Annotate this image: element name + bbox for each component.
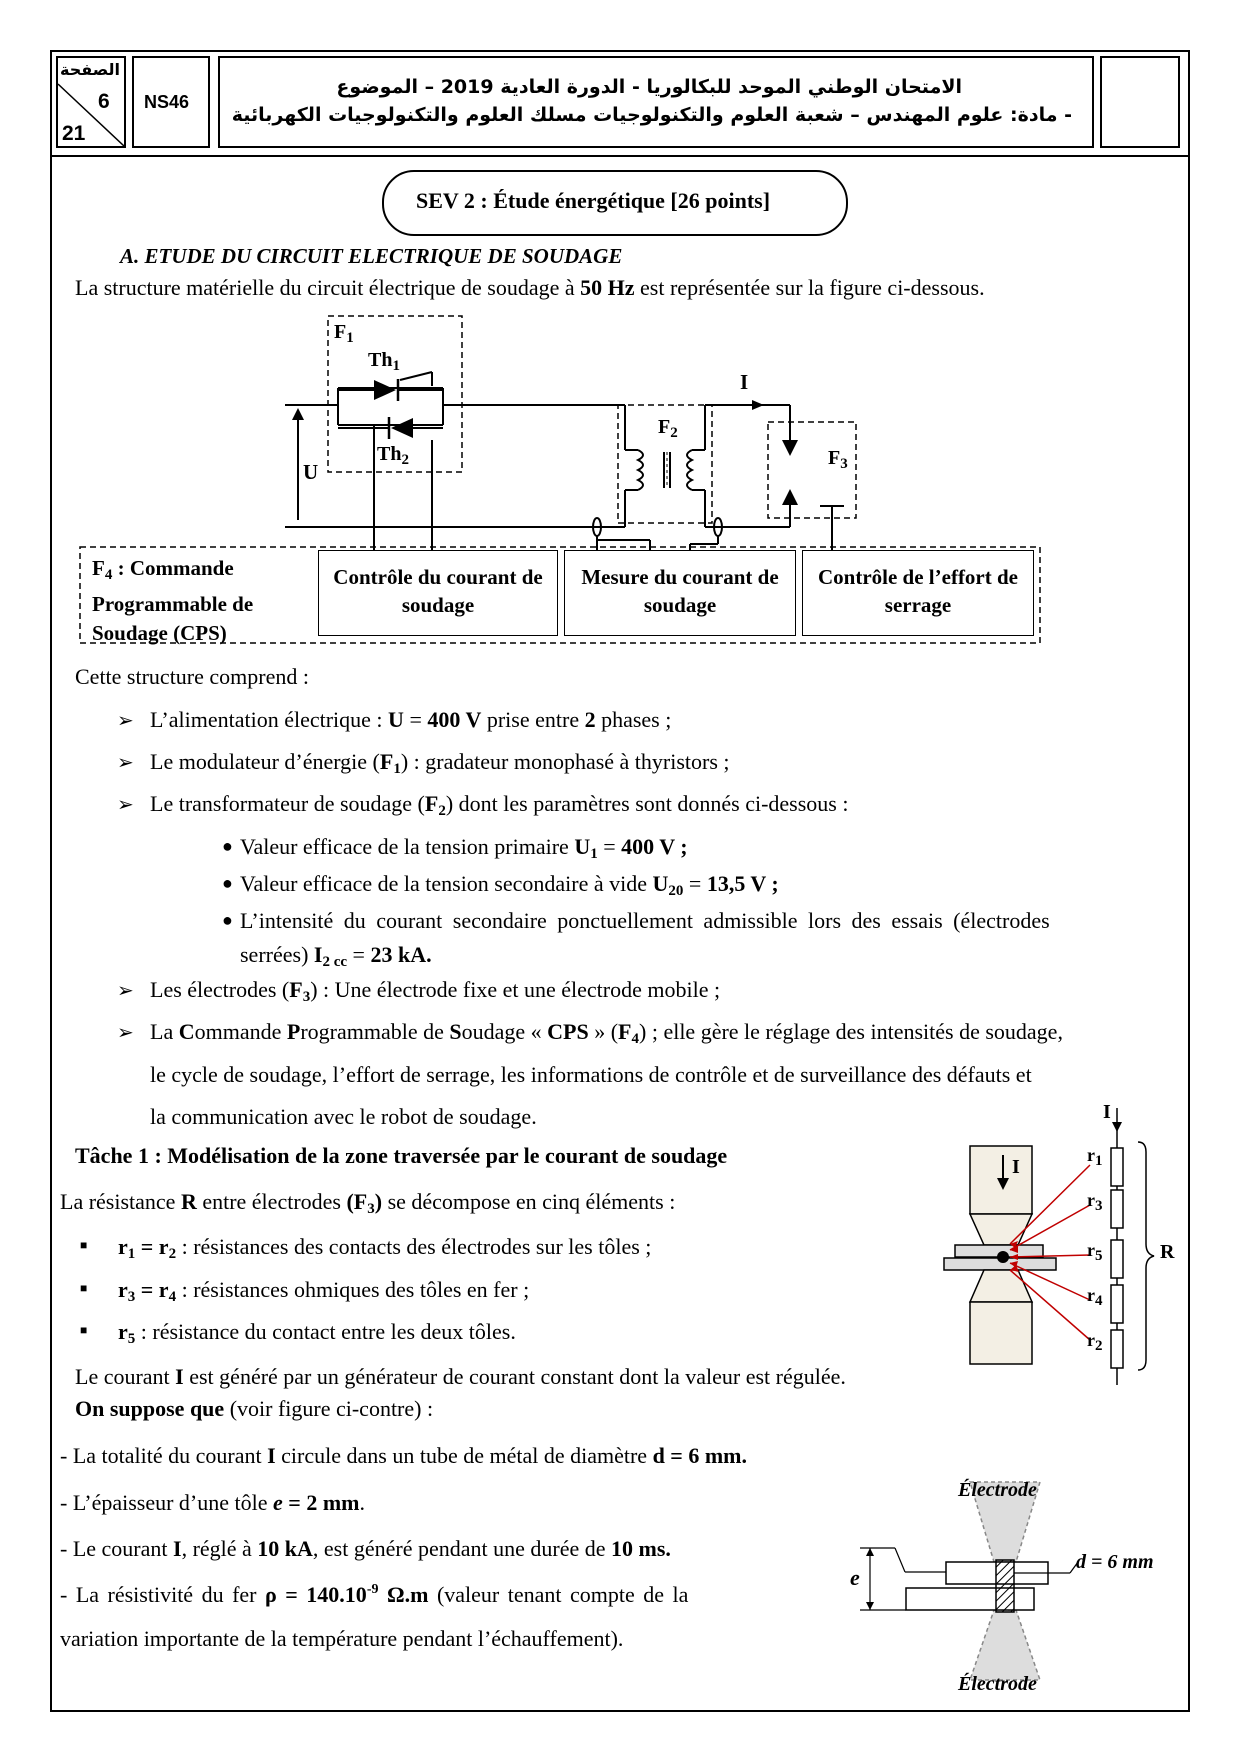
bullet-4: Les électrodes $(F_3)$ : Une électrode fixe et une électrode mobile ;	[150, 977, 721, 1005]
blank-box	[1100, 56, 1180, 148]
square-bullet-icon: ■	[80, 1238, 88, 1252]
label-u: U	[303, 460, 319, 484]
dot-bullet-icon: ●	[222, 910, 233, 930]
bullet-5a: La Commande Programmable de Soudage « CPS » $(F_4)$ ; elle gère le réglage des intensités de soudage,	[150, 1019, 1063, 1047]
bullet-1: L’alimentation électrique : U = 400 V prise entre 2 phases ;	[150, 707, 672, 732]
bullet-5b: le cycle de soudage, l’effort de serrage, les informations de contrôle et de surveillance des défauts et	[150, 1062, 1032, 1087]
resistance-figure	[940, 1100, 1190, 1400]
page-number: 6	[98, 90, 110, 113]
dot-bullet-icon: ●	[222, 836, 233, 856]
arrow-bullet-icon: ➢	[117, 708, 134, 732]
hyp-4b: variation importante de la température pendant l’échauffement).	[60, 1626, 624, 1651]
sub-bullet-3b: serrées) $I_{2 cc} = 23$ kA.	[240, 942, 432, 970]
sub-bullet-3a: L’intensité du courant secondaire ponctuellement admissible lors des essais (électrodes	[240, 908, 1050, 933]
d-label: d = 6 mm	[1076, 1551, 1154, 1573]
label-f1: $F_1$	[334, 321, 354, 346]
sub-bullet-1: Valeur efficace de la tension primaire $U_1 = 400$ V ;	[240, 834, 688, 862]
structure-lead: Cette structure comprend :	[75, 664, 309, 689]
e-label: e	[850, 1565, 860, 1590]
label-R: R	[1160, 1241, 1175, 1263]
hyp-4a: - La résistivité du fer $\rho = 140.10^{-9}$ Ω.m (valeur tenant compte de la	[60, 1582, 689, 1607]
label-th1: $Th_1$	[368, 349, 400, 374]
label-f3: $F_3$	[828, 447, 848, 472]
electrode-top-label: Électrode	[958, 1479, 1037, 1501]
hyp-3: - Le courant I, réglé à 10 kA, est généré pendant une durée de 10 ms.	[60, 1536, 671, 1561]
hyp-1: - La totalité du courant I circule dans un tube de métal de diamètre d = 6 mm.	[60, 1443, 747, 1468]
sub-bullet-2: Valeur efficace de la tension secondaire à vide $U_{20} = 13,5$ V ;	[240, 871, 779, 899]
item-r3-r4: $r_3 = r_4$ : résistances ohmiques des tôles en fer ;	[118, 1277, 530, 1305]
bullet-3: Le transformateur de soudage $(F_2)$ dont les paramètres sont donnés ci-dessous :	[150, 791, 849, 819]
item-r1-r2: $r_1 = r_2$ : résistances des contacts des électrodes sur les tôles ;	[118, 1234, 652, 1262]
arrow-bullet-icon: ➢	[117, 750, 134, 774]
label-r4: $r_4$	[1087, 1285, 1103, 1309]
arrow-bullet-icon: ➢	[117, 792, 134, 816]
bullet-2: Le modulateur d’énergie $(F_1)$ : gradateur monophasé à thyristors ;	[150, 749, 730, 777]
box-controle-courant: Contrôle du courant de soudage	[318, 550, 558, 636]
header-rule	[50, 155, 1188, 157]
label-th2: $Th_2$	[377, 443, 409, 468]
dot-bullet-icon: ●	[222, 873, 233, 893]
header-title-1: الامتحان الوطني الموحد للبكالوريا - الدورة العادية 2019 – الموضوع	[336, 76, 962, 98]
label-r2: $r_2$	[1087, 1330, 1103, 1354]
label-r1: $r_1$	[1087, 1145, 1103, 1169]
section-title: SEV 2 : Étude énergétique [26 points]	[416, 188, 771, 213]
arrow-bullet-icon: ➢	[117, 978, 134, 1002]
bullet-5c: la communication avec le robot de soudage.	[150, 1104, 537, 1129]
sheet-figure	[840, 1470, 1180, 1690]
task1-p2: Le courant I est généré par un générateur de courant constant dont la valeur est régulée.	[75, 1364, 846, 1389]
electrode-bottom-label: Électrode	[958, 1673, 1037, 1695]
square-bullet-icon: ■	[80, 1281, 88, 1295]
label-i: I	[740, 370, 749, 394]
label-f2: $F_2$	[658, 416, 678, 441]
section-subtitle: A. ETUDE DU CIRCUIT ELECTRIQUE DE SOUDAGE	[120, 244, 623, 268]
task1-p1: La résistance R entre électrodes $(F_3)$ se décompose en cinq éléments :	[60, 1189, 676, 1217]
res-i-elec: I	[1012, 1156, 1020, 1178]
res-i-top: I	[1103, 1101, 1111, 1123]
label-r3: $r_3$	[1087, 1190, 1103, 1214]
page-divider	[58, 58, 124, 146]
f4-label: $F_4$ : Commande Programmable de Soudage (CPS)	[92, 556, 254, 645]
page-total: 21	[62, 122, 86, 145]
item-r5: $r_5$ : résistance du contact entre les deux tôles.	[118, 1319, 516, 1347]
box-controle-effort: Contrôle de l’effort de serrage	[802, 550, 1034, 636]
label-r5: $r_5$	[1087, 1240, 1103, 1264]
exam-code: NS46	[144, 92, 190, 112]
intro-text: La structure matérielle du circuit électrique de soudage à 50 Hz est représentée sur la figure ci-dessous.	[75, 275, 985, 300]
code-box	[132, 56, 210, 148]
page-label: الصفحة	[59, 60, 120, 79]
box-mesure-courant: Mesure du courant de soudage	[564, 550, 796, 636]
arrow-bullet-icon: ➢	[117, 1020, 134, 1044]
page-number-box	[56, 56, 126, 148]
square-bullet-icon: ■	[80, 1323, 88, 1337]
hyp-2: - L’épaisseur d’une tôle e = 2 mm.	[60, 1490, 365, 1515]
task1-p3: On suppose que (voir figure ci-contre) :	[75, 1396, 434, 1421]
header-title-2: - مادة: علوم المهندس – شعبة العلوم والتكنولوجيات مسلك العلوم والتكنولوجيات الكهربائية	[231, 104, 1072, 126]
title-box	[218, 56, 1094, 148]
task1-title: Tâche 1 : Modélisation de la zone traversée par le courant de soudage	[75, 1143, 728, 1168]
